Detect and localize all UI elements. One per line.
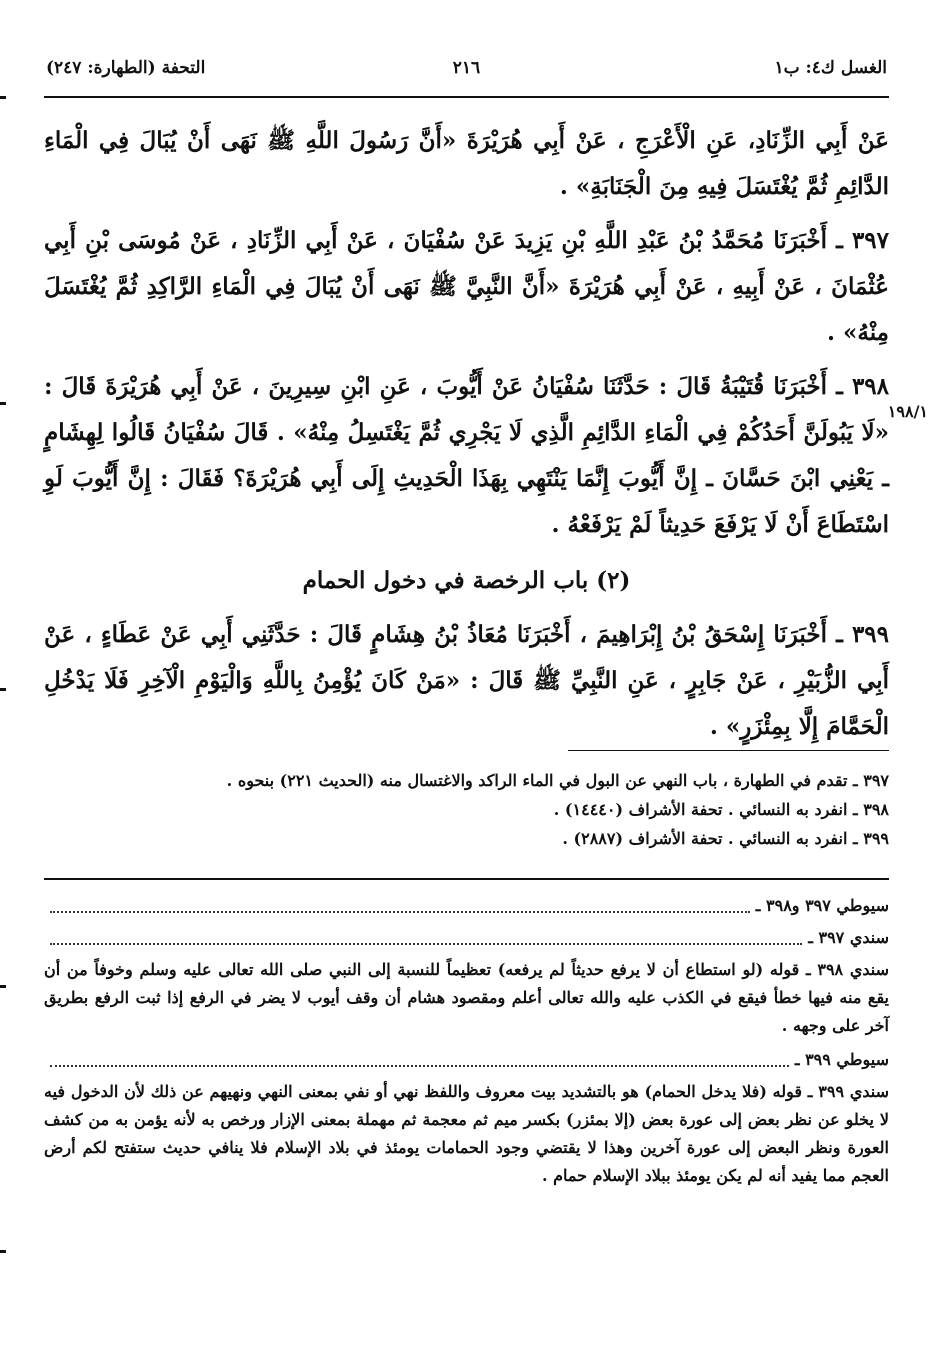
- running-header-chapter: الغسل ك٤: ب١: [774, 58, 887, 78]
- hadith-paragraph: ٣٩٧ ـ أَخْبَرَنَا مُحَمَّدُ بْنُ عَبْدِ اللَّهِ بْنِ يَزِيدَ عَنْ سُفْيَانَ ، عَنْ أَبِي الزِّنَادِ ، عَنْ مُوسَى بْنِ أَبِي عُثْمَانَ ، عَنْ أَبِيهِ ، عَنْ أَبِي هُرَيْرَةَ «أَنَّ النَّبِيَّ ﷺ نَهَى أَنْ يُبَالَ فِي الْمَاءِ الرَّاكِدِ ثُمَّ يُغْتَسَلَ مِنْهُ» .: [44, 227, 890, 346]
- scan-edge-mark: [0, 96, 6, 99]
- main-text: [44, 118, 889, 758]
- footnote: ٣٩٨ ـ انفرد به النسائي . تحفة الأشراف (١٤٤٤٠) .: [553, 800, 889, 819]
- scan-edge-mark: [0, 688, 6, 691]
- margin-reference: ١٩٨/١: [887, 402, 928, 421]
- footnote: ٣٩٧ ـ تقدم في الطهارة ، باب النهي عن البول في الماء الراكد والاغتسال منه (الحديث ٢٢١) بنحوه .: [226, 771, 889, 790]
- commentary-paragraph: سندي ٣٩٨ ـ قوله (لو استطاع أن لا يرفع حديثاً لم يرفعه) تعظيماً للنسبة إلى النبي صلى الله تعالى عليه وسلم وخوفاً من أن يقع منه فيها خطأ فيقع في الكذب عليه والله تعالى أعلم ومقصود هشام أن وقف أيوب لا يضر في الرفع إذا ثبت الرفع بطريق آخر على وجهه .: [44, 960, 889, 1035]
- scan-edge-mark: [0, 985, 6, 988]
- header-rule: [44, 96, 889, 98]
- commentary-label: سندي ٣٩٧ ـ: [808, 928, 889, 947]
- dotted-leader: [50, 1053, 789, 1067]
- commentary-entry: [44, 892, 889, 920]
- scan-edge-mark: [0, 1250, 6, 1253]
- hadith-paragraph: ٣٩٩ ـ أَخْبَرَنَا إِسْحَقُ بْنُ إِبْرَاهِيمَ ، أَخْبَرَنَا مُعَاذُ بْنُ هِشَامٍ قَالَ : حَدَّثَنِي أَبِي عَنْ عَطَاءٍ ، عَنْ أَبِي الزُّبَيْرِ ، عَنْ جَابِرٍ ، عَنِ النَّبِيِّ ﷺ قَالَ : «مَنْ كَانَ يُؤْمِنُ بِاللَّهِ وَالْيَوْمِ الْآخِرِ فَلَا يَدْخُلِ الْحَمَّامَ إِلَّا بِمِئْزَرٍ» .: [44, 621, 889, 740]
- commentary-label: سيوطي ٣٩٧ و٣٩٨ ـ: [755, 896, 889, 915]
- scan-edge-mark: [0, 402, 6, 405]
- dotted-leader: [50, 899, 750, 913]
- commentary-rule: [44, 878, 889, 880]
- commentary-entry: [44, 924, 889, 952]
- footnote: ٣٩٩ ـ انفرد به النسائي . تحفة الأشراف (٢٨٨٧) .: [562, 829, 889, 848]
- commentary-entry: [44, 1046, 889, 1074]
- hadith-paragraph: ٣٩٨ ـ أَخْبَرَنَا قُتَيْبَةُ قَالَ : حَدَّثَنَا سُفْيَانُ عَنْ أَيُّوبَ ، عَنِ ابْنِ سِيرِينَ ، عَنْ أَبِي هُرَيْرَةَ قَالَ : «لَا يَبُولَنَّ أَحَدُكُمْ فِي الْمَاءِ الدَّائِمِ الَّذِي لَا يَجْرِي ثُمَّ يَغْتَسِلُ مِنْهُ» . قَالَ سُفْيَانُ قَالُوا لِهِشَامٍ ـ يَعْنِي ابْنَ حَسَّانَ ـ إِنَّ أَيُّوبَ إِنَّمَا يَنْتَهِي بِهَذَا الْحَدِيثِ إِلَى أَبِي هُرَيْرَةَ؟ فَقَالَ : إِنَّ أَيُّوبَ لَوِ اسْتَطَاعَ أَنْ لَا يَرْفَعَ حَدِيثاً لَمْ يَرْفَعْهُ .: [44, 373, 889, 538]
- commentary: [44, 892, 889, 1196]
- commentary-paragraph: سندي ٣٩٩ ـ قوله (فلا يدخل الحمام) هو بالتشديد بيت معروف واللفظ نهي أو نفي بمعنى النهي ونهيهم عن ذلك لأن الدخول فيه لا يخلو عن نظر بعض إلى عورة بعض (إلا بمئزر) بكسر ميم ثم معجمة ثم مهملة بمعنى الإزار ورخص به لأنه يؤمن به من كشف العورة ونظر البعض إلى عورة آخرين وهذا لا يقتضي وجود الحمامات يومئذ في بلاد الإسلام فلا ينافي حديث ستفتح لكم أرض العجم مما يفيد أنه لم يكن يومئذ ببلاد الإسلام حمام .: [44, 1082, 889, 1185]
- hadith-paragraph: عَنْ أَبِي الزِّنَادِ، عَنِ الْأَعْرَجِ ، عَنْ أَبِي هُرَيْرَةَ «أَنَّ رَسُولَ اللَّهِ ﷺ نَهَى أَنْ يُبَالَ فِي الْمَاءِ الدَّائِمِ ثُمَّ يُغْتَسَلَ فِيهِ مِنَ الْجَنَابَةِ» .: [44, 127, 889, 200]
- commentary-label: سيوطي ٣٩٩ ـ: [794, 1050, 889, 1069]
- running-header-tuhfa: التحفة (الطهارة: ٢٤٧): [46, 58, 206, 78]
- page-number: ٢١٦: [452, 58, 481, 78]
- footnote-rule: [568, 750, 889, 751]
- footnotes: [44, 766, 889, 853]
- chapter-heading: (٢) باب الرخصة في دخول الحمام: [302, 567, 631, 594]
- dotted-leader: [50, 931, 802, 945]
